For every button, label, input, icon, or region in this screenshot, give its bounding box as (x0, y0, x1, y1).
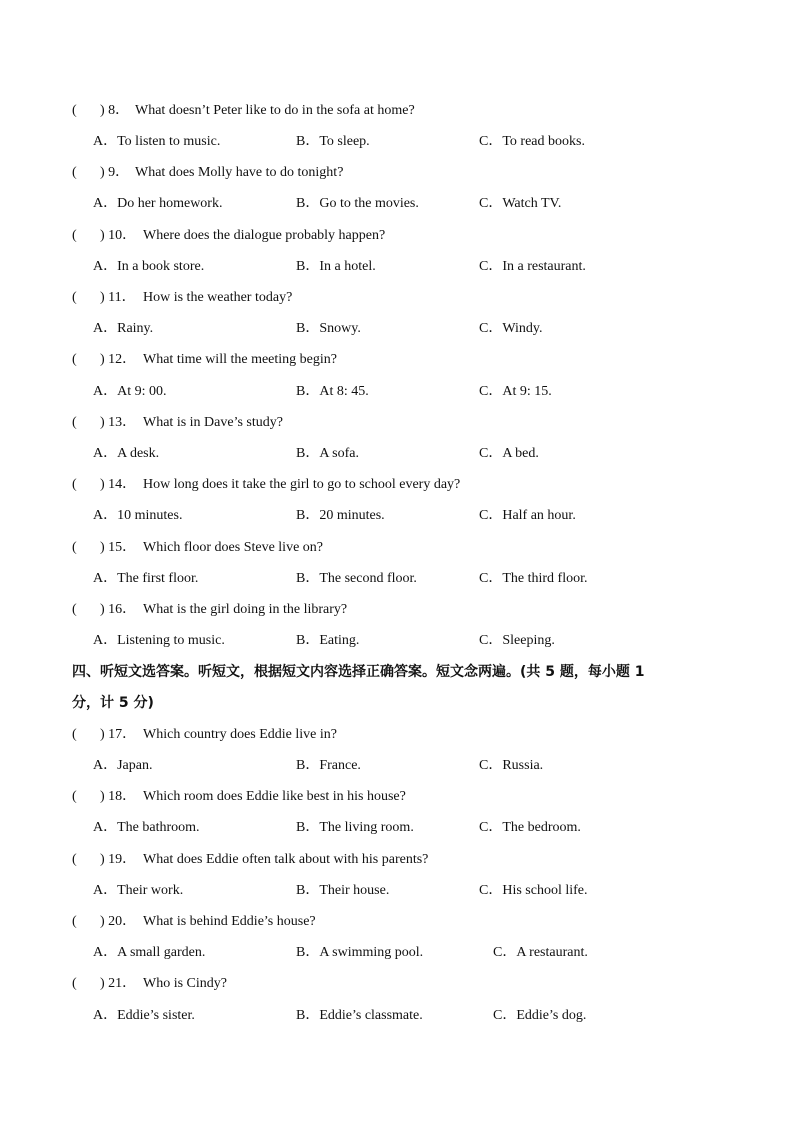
option-c: C．To read books. (479, 134, 585, 149)
option-c: C．The bedroom. (479, 820, 581, 835)
option-a: A．A desk. (93, 446, 160, 461)
options-14 (0, 505, 794, 527)
options-18 (0, 817, 794, 839)
options-12 (0, 381, 794, 403)
question-text: Where does the dialogue probably happen? (143, 228, 386, 243)
answer-paren: ( (72, 290, 77, 305)
answer-paren: ( (72, 789, 77, 804)
answer-paren: ( (72, 914, 77, 929)
question-number: ) 13． (100, 415, 137, 430)
options-16 (0, 630, 794, 652)
question-text: Who is Cindy? (143, 976, 227, 991)
option-a: A．Listening to music. (93, 633, 225, 648)
option-b: B．Go to the movies. (296, 196, 419, 211)
question-text: Which room does Eddie like best in his house? (143, 789, 406, 804)
question-text: What doesn’t Peter like to do in the sofa at home? (135, 103, 415, 118)
options-19 (0, 880, 794, 902)
question-number: ) 19． (100, 852, 137, 867)
answer-paren: ( (72, 540, 77, 555)
option-a: A．Japan. (93, 758, 153, 773)
question-14 (0, 474, 794, 496)
question-number: ) 12． (100, 352, 137, 367)
answer-paren: ( (72, 165, 77, 180)
answer-paren: ( (72, 976, 77, 991)
question-number: ) 21． (100, 976, 137, 991)
answer-paren: ( (72, 103, 77, 118)
option-a: A．Rainy. (93, 321, 154, 336)
question-number: ) 14． (100, 477, 137, 492)
option-a: A．In a book store. (93, 259, 205, 274)
option-b: B．A sofa. (296, 446, 359, 461)
question-18 (0, 786, 794, 808)
option-a: A．The bathroom. (93, 820, 200, 835)
answer-paren: ( (72, 415, 77, 430)
options-10 (0, 256, 794, 278)
question-17 (0, 724, 794, 746)
option-c: C．The third floor. (479, 571, 588, 586)
question-13 (0, 412, 794, 434)
option-a: A．10 minutes. (93, 508, 183, 523)
question-11 (0, 287, 794, 309)
question-text: What is the girl doing in the library? (143, 602, 348, 617)
option-c: C．At 9: 15. (479, 384, 552, 399)
question-text: What is in Dave’s study? (143, 415, 283, 430)
option-c: C．His school life. (479, 883, 588, 898)
question-text: What time will the meeting begin? (143, 352, 337, 367)
question-number: ) 18． (100, 789, 137, 804)
option-b: B．The second floor. (296, 571, 417, 586)
options-8 (0, 131, 794, 153)
option-b: B．Eddie’s classmate. (296, 1008, 423, 1023)
question-number: ) 9． (100, 165, 130, 180)
option-c: C．Watch TV. (479, 196, 562, 211)
question-21 (0, 973, 794, 995)
question-number: ) 20． (100, 914, 137, 929)
section-heading-line-1: 四、听短文选答案。听短文，根据短文内容选择正确答案。短文念两遍。(共 5 题，每小题 1 (72, 664, 645, 680)
question-text: What is behind Eddie’s house? (143, 914, 316, 929)
question-text: Which country does Eddie live in? (143, 727, 337, 742)
options-13 (0, 443, 794, 465)
option-b: B．Their house. (296, 883, 390, 898)
option-a: A．Their work. (93, 883, 184, 898)
question-9 (0, 162, 794, 184)
option-b: B．At 8: 45. (296, 384, 369, 399)
option-c: C．Eddie’s dog. (493, 1008, 587, 1023)
option-b: B．A swimming pool. (296, 945, 424, 960)
question-19 (0, 849, 794, 871)
question-text: What does Molly have to do tonight? (135, 165, 344, 180)
option-a: A．A small garden. (93, 945, 206, 960)
option-c: C．Russia. (479, 758, 544, 773)
question-text: How long does it take the girl to go to school every day? (143, 477, 461, 492)
answer-paren: ( (72, 602, 77, 617)
option-c: C．A restaurant. (493, 945, 588, 960)
question-text: How is the weather today? (143, 290, 293, 305)
question-8 (0, 100, 794, 122)
answer-paren: ( (72, 477, 77, 492)
question-number: ) 15． (100, 540, 137, 555)
answer-paren: ( (72, 352, 77, 367)
answer-paren: ( (72, 852, 77, 867)
option-a: A．Do her homework. (93, 196, 223, 211)
options-17 (0, 755, 794, 777)
question-15 (0, 537, 794, 559)
option-a: A．At 9: 00. (93, 384, 167, 399)
option-c: C．Sleeping. (479, 633, 555, 648)
option-a: A．To listen to music. (93, 134, 221, 149)
answer-paren: ( (72, 228, 77, 243)
options-21 (0, 1005, 794, 1027)
option-c: C．A bed. (479, 446, 539, 461)
section-heading-cont (0, 692, 794, 714)
question-20 (0, 911, 794, 933)
question-16 (0, 599, 794, 621)
question-10 (0, 225, 794, 247)
options-11 (0, 318, 794, 340)
options-9 (0, 193, 794, 215)
option-b: B．Eating. (296, 633, 360, 648)
question-text: What does Eddie often talk about with his parents? (143, 852, 429, 867)
option-b: B．France. (296, 758, 361, 773)
question-number: ) 11． (100, 290, 136, 305)
section-heading-line-2: 分，计 5 分) (72, 695, 154, 711)
option-c: C．In a restaurant. (479, 259, 586, 274)
option-b: B．Snowy. (296, 321, 361, 336)
option-b: B．20 minutes. (296, 508, 385, 523)
options-15 (0, 568, 794, 590)
option-c: C．Half an hour. (479, 508, 576, 523)
question-number: ) 16． (100, 602, 137, 617)
option-b: B．The living room. (296, 820, 414, 835)
option-b: B．In a hotel. (296, 259, 376, 274)
question-text: Which floor does Steve live on? (143, 540, 324, 555)
question-number: ) 17． (100, 727, 137, 742)
option-a: A．Eddie’s sister. (93, 1008, 195, 1023)
answer-paren: ( (72, 727, 77, 742)
options-20 (0, 942, 794, 964)
section-heading (0, 661, 794, 683)
question-number: ) 10． (100, 228, 137, 243)
option-b: B．To sleep. (296, 134, 370, 149)
question-number: ) 8． (100, 103, 130, 118)
option-a: A．The first floor. (93, 571, 199, 586)
question-12 (0, 349, 794, 371)
option-c: C．Windy. (479, 321, 543, 336)
